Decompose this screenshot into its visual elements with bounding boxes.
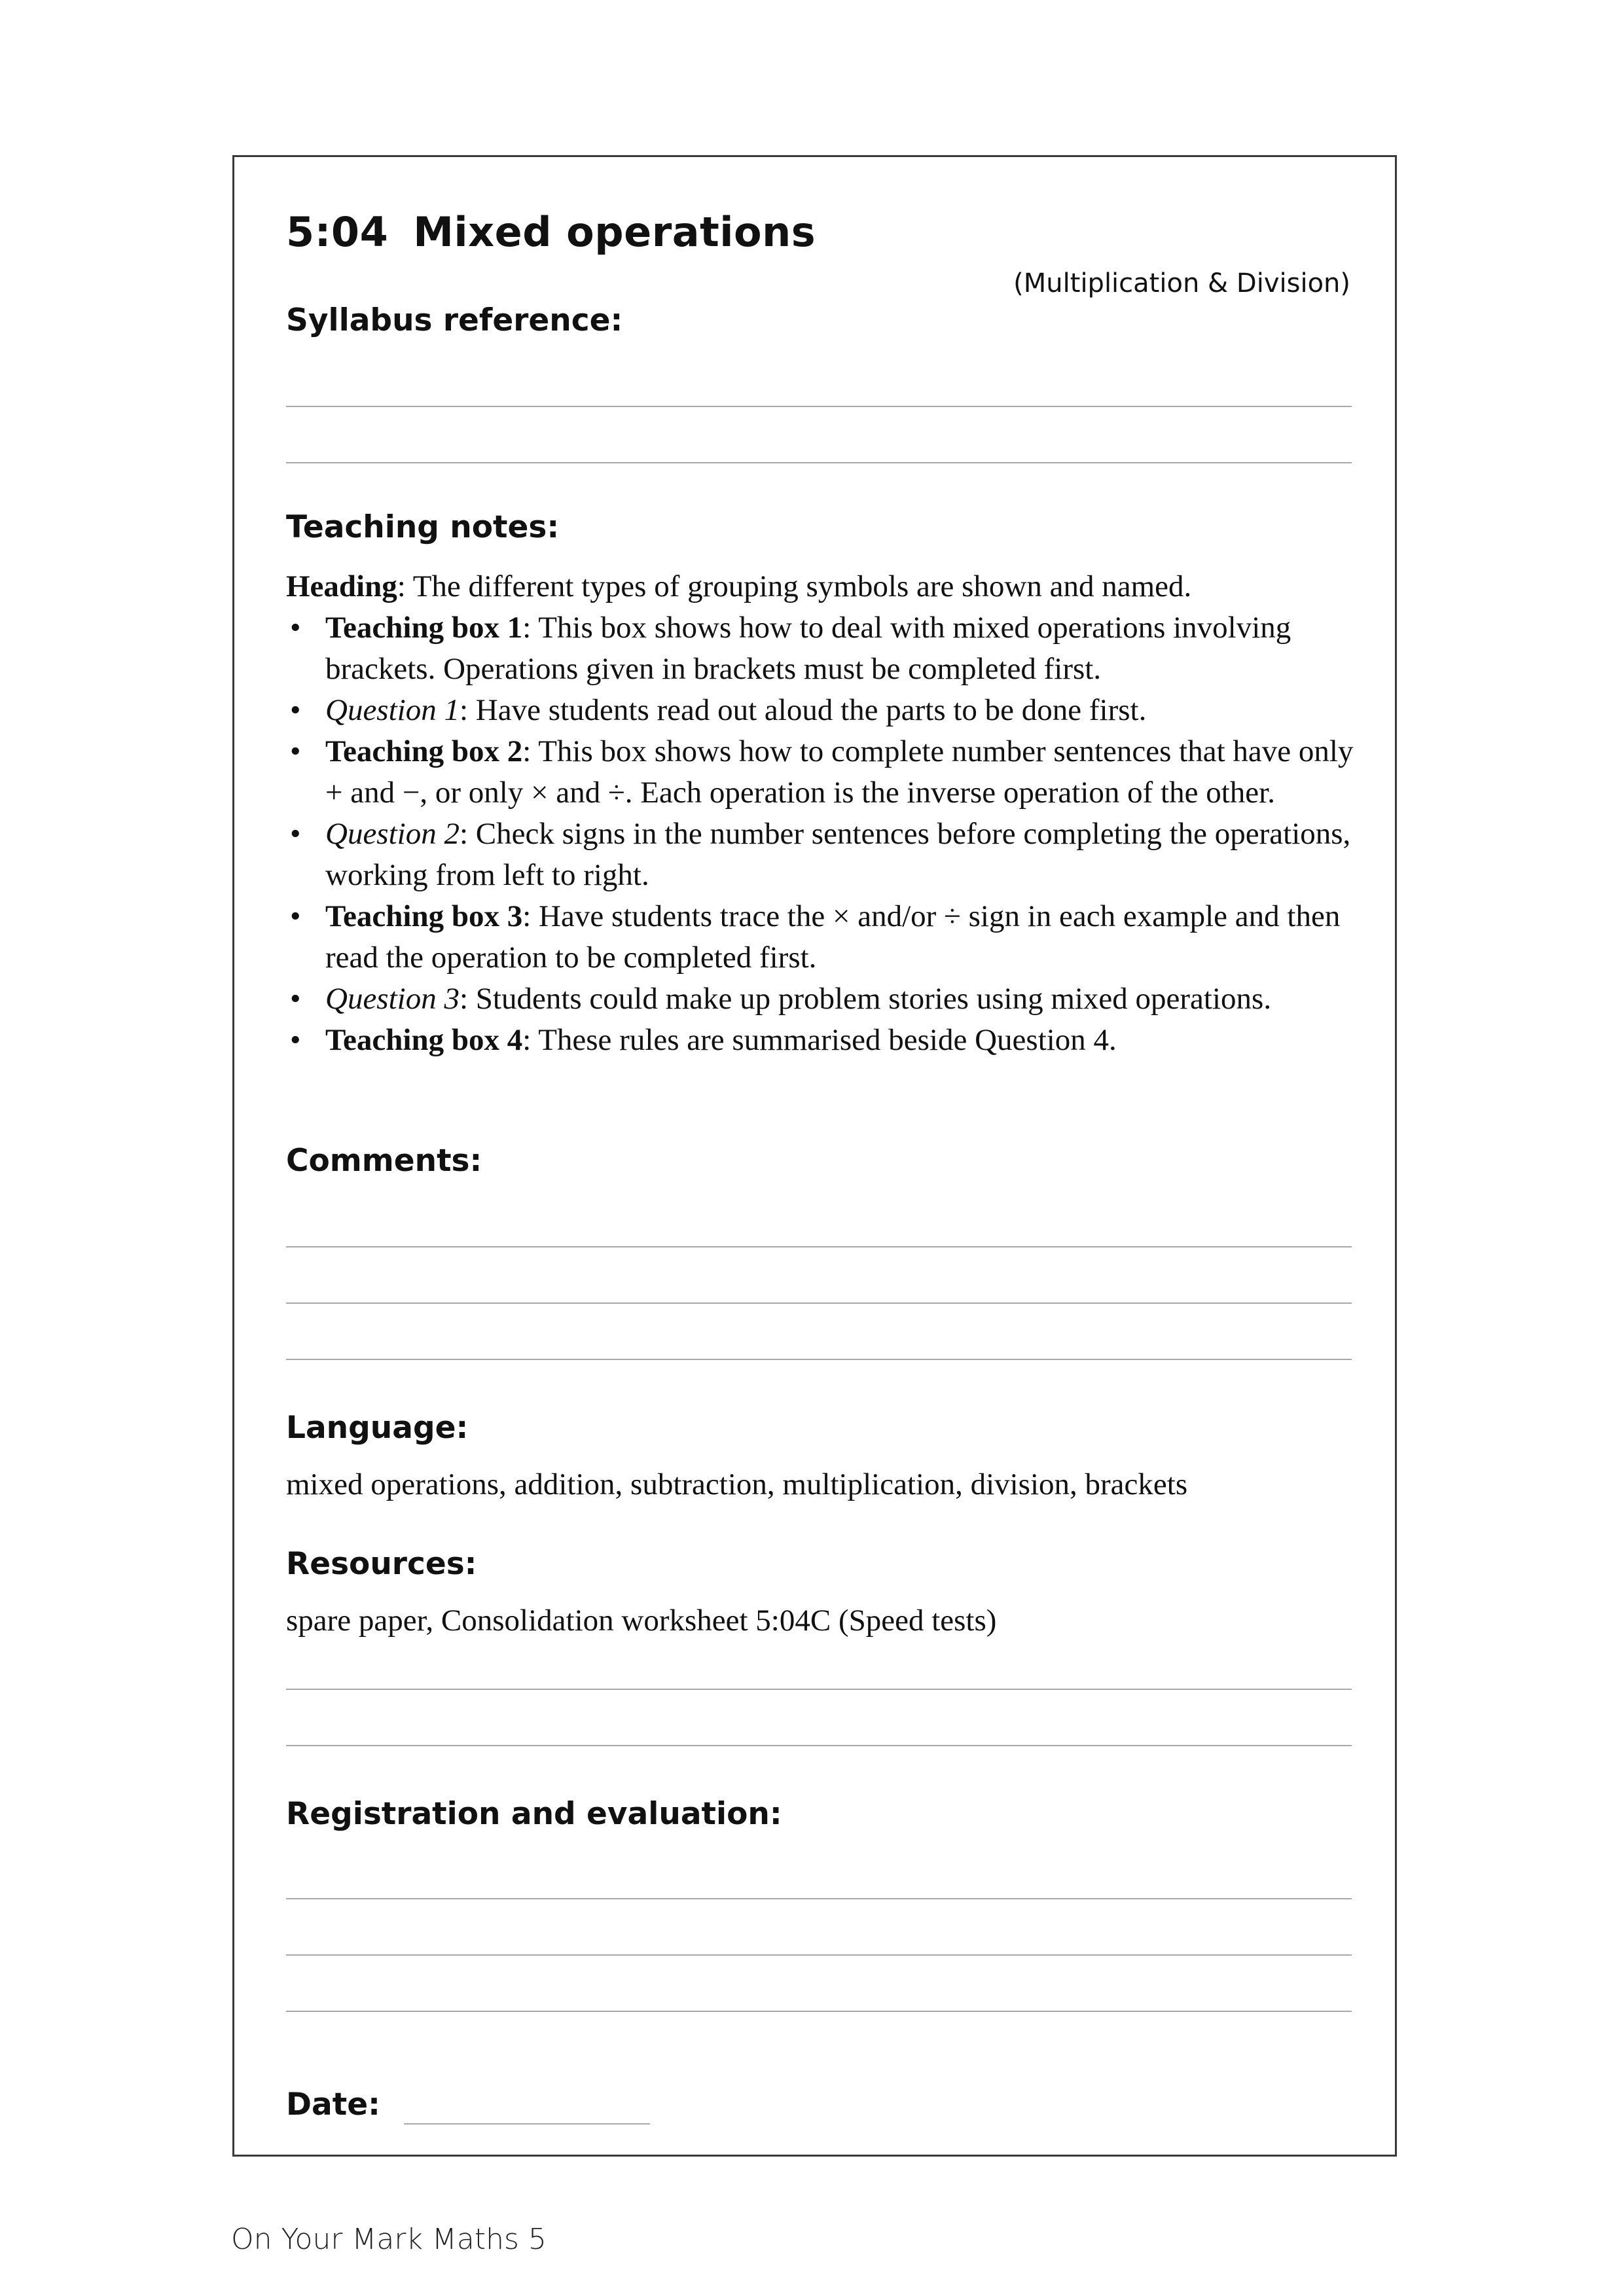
comments-write-line[interactable] — [286, 1302, 1352, 1304]
syllabus-write-line[interactable] — [286, 462, 1352, 463]
item-text: : This box shows how to complete number sentences that have only + and −, or only × and ÷. Each operation is the inverse operation of the other. — [325, 734, 1354, 810]
item-label: Question 1 — [325, 693, 460, 727]
bullet-icon: • — [290, 1023, 301, 1057]
teaching-notes-list — [286, 607, 1360, 1061]
item-text: : This box shows how to deal with mixed operations involving brackets. Operations given in brackets must be completed first. — [325, 611, 1291, 686]
item-text: : These rules are summarised beside Question 4. — [522, 1023, 1117, 1057]
list-item — [286, 731, 1360, 814]
bullet-icon: • — [290, 611, 301, 645]
item-label: Teaching box 4 — [325, 1023, 523, 1057]
lesson-title: Mixed operations — [413, 208, 816, 256]
syllabus-write-line[interactable] — [286, 406, 1352, 407]
registration-write-line[interactable] — [286, 2011, 1352, 2012]
heading-note-text: : The different types of grouping symbols are shown and named. — [397, 569, 1192, 603]
syllabus-reference-label: Syllabus reference: — [286, 302, 623, 338]
list-item — [286, 690, 1360, 731]
lesson-subtitle: (Multiplication & Division) — [1013, 268, 1350, 298]
resources-write-line[interactable] — [286, 1745, 1352, 1746]
bullet-icon: • — [290, 899, 301, 933]
item-text: : Students could make up problem stories using mixed operations. — [459, 982, 1272, 1016]
item-label: Teaching box 2 — [325, 734, 523, 768]
resources-write-line[interactable] — [286, 1689, 1352, 1690]
resources-text: spare paper, Consolidation worksheet 5:04C (Speed tests) — [286, 1604, 997, 1638]
list-item — [286, 607, 1360, 690]
comments-write-line[interactable] — [286, 1359, 1352, 1360]
item-text: : Check signs in the number sentences before completing the operations, working from left to right. — [325, 817, 1351, 892]
bullet-icon: • — [290, 817, 301, 851]
date-label: Date: — [286, 2087, 380, 2123]
bullet-icon: • — [290, 693, 301, 727]
teaching-notes-label: Teaching notes: — [286, 509, 560, 545]
language-text: mixed operations, addition, subtraction, multiplication, division, brackets — [286, 1467, 1188, 1501]
list-item — [286, 978, 1360, 1020]
registration-write-line[interactable] — [286, 1954, 1352, 1956]
heading-note-label: Heading — [286, 569, 397, 603]
teaching-notes-body — [286, 566, 1360, 1061]
comments-write-line[interactable] — [286, 1246, 1352, 1247]
language-label: Language: — [286, 1410, 469, 1446]
item-text: : Have students trace the × and/or ÷ sign in each example and then read the operation to be completed first. — [325, 899, 1341, 975]
heading-note — [286, 566, 1360, 607]
date-write-line[interactable] — [404, 2123, 650, 2125]
item-label: Question 3 — [325, 982, 460, 1016]
list-item — [286, 1020, 1360, 1061]
item-label: Teaching box 1 — [325, 611, 523, 645]
resources-label: Resources: — [286, 1546, 477, 1582]
bullet-icon: • — [290, 982, 301, 1016]
item-text: : Have students read out aloud the parts to be done first. — [459, 693, 1147, 727]
page-title — [286, 208, 816, 256]
bullet-icon: • — [290, 734, 301, 768]
list-item — [286, 896, 1360, 978]
page-footer: On Your Mark Maths 5 — [231, 2223, 547, 2256]
item-label: Question 2 — [325, 817, 460, 851]
lesson-number: 5:04 — [286, 208, 389, 256]
list-item — [286, 814, 1360, 896]
registration-write-line[interactable] — [286, 1898, 1352, 1899]
registration-evaluation-label: Registration and evaluation: — [286, 1796, 782, 1832]
comments-label: Comments: — [286, 1143, 482, 1179]
item-label: Teaching box 3 — [325, 899, 523, 933]
